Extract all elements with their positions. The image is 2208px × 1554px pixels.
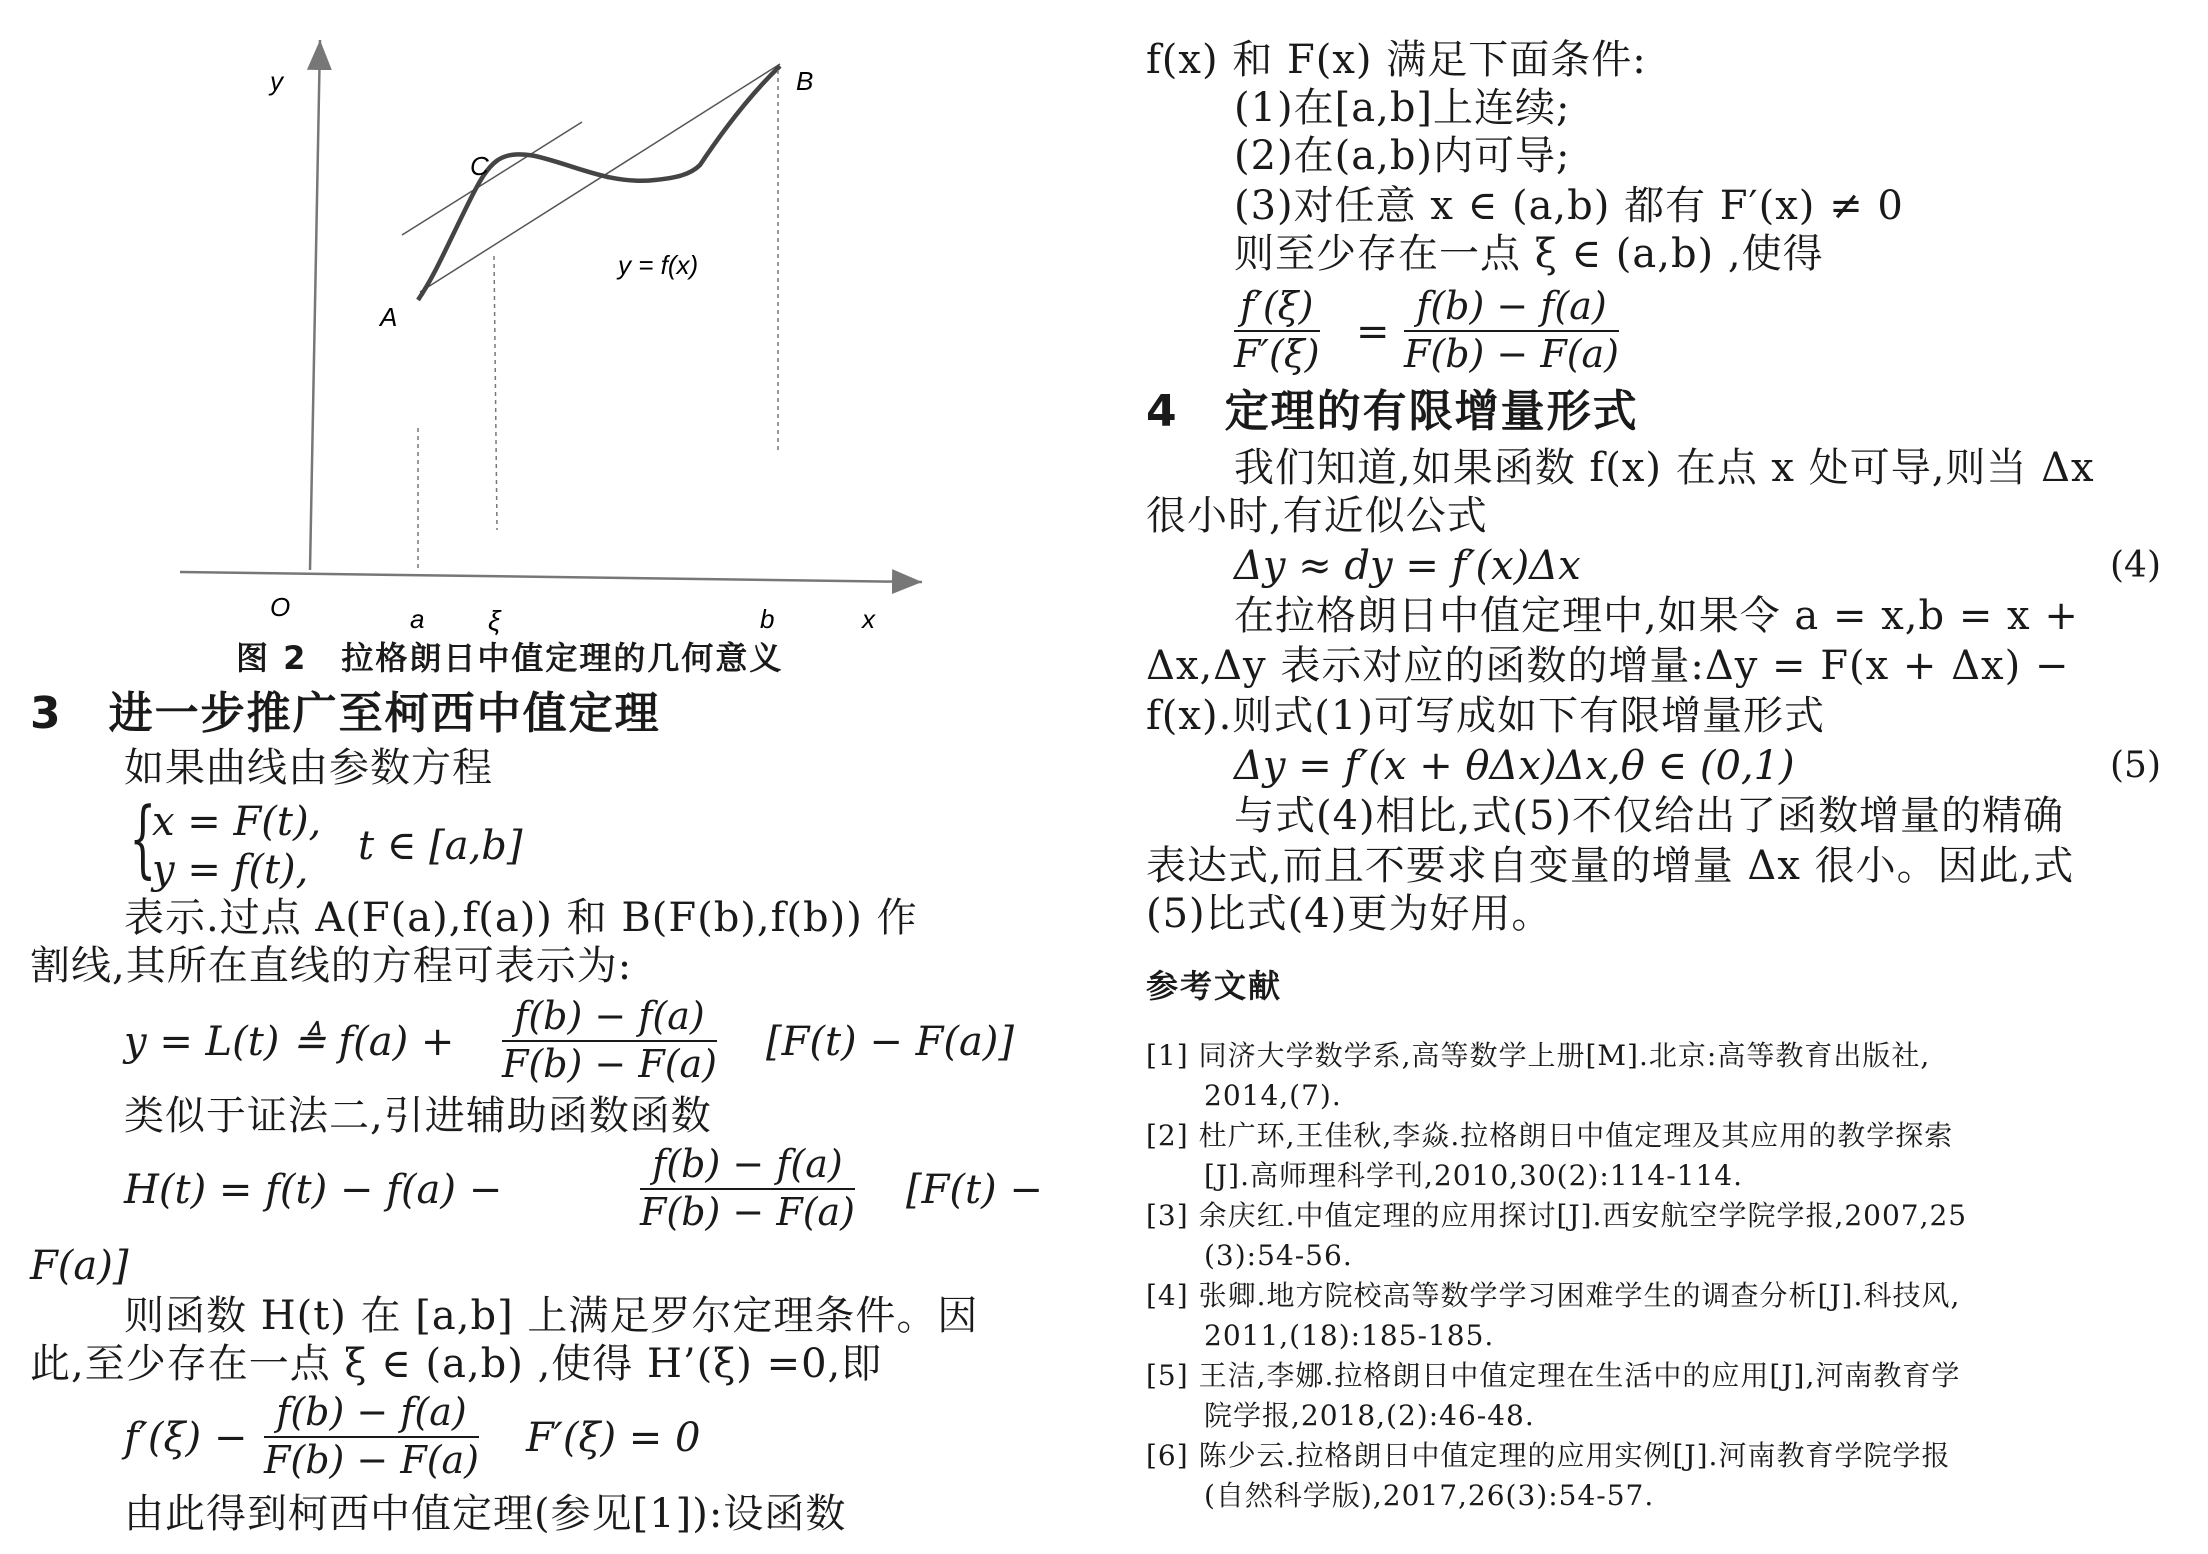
eq-cauchy-theorem-equals: =: [1356, 309, 1390, 355]
origin-label: O: [270, 592, 291, 622]
system-line-2: y = f(t),: [152, 847, 309, 893]
para-secant-2: 割线,其所在直线的方程可表示为:: [30, 943, 633, 989]
reference-6-line-2: (自然科学版),2017,26(3):54-57.: [1204, 1479, 1655, 1512]
x-axis-label: x: [862, 604, 875, 634]
eq-4-number: (4): [2110, 545, 2161, 586]
dashed-line-xi: [494, 256, 497, 530]
reference-4-line-1: [4] 张卿.地方院校高等数学学习困难学生的调查分析[J].科技风,: [1146, 1279, 1961, 1312]
eq-h-lhs: H(t) = f(t) − f(a) −: [124, 1167, 503, 1213]
para-param-eq: 如果曲线由参数方程: [124, 745, 493, 791]
system-range: t ∈ [a,b]: [358, 823, 523, 869]
para-cauchy-intro: 由此得到柯西中值定理(参见[1]):设函数: [124, 1491, 847, 1537]
eq-secant-numerator: f(b) − f(a): [514, 994, 705, 1038]
condition-2: (2)在(a,b)内可导;: [1234, 133, 1571, 179]
para-increment-3: f(x).则式(1)可写成如下有限增量形式: [1146, 693, 1825, 739]
curve-label: y = f(x): [618, 250, 699, 280]
reference-3-line-2: (3):54-56.: [1204, 1239, 1353, 1272]
eq-cauchy-numerator: f(b) − f(a): [276, 1390, 467, 1434]
tick-a-label: a: [410, 604, 425, 634]
reference-3-line-1: [3] 余庆红.中值定理的应用探讨[J].西安航空学院学报,2007,25: [1146, 1199, 1968, 1232]
reference-5-line-2: 院学报,2018,(2):46-48.: [1204, 1399, 1535, 1432]
eq-secant-denominator: F(b) − F(a): [502, 1041, 718, 1086]
section-3-heading: 3 进一步推广至柯西中值定理: [30, 688, 661, 739]
reference-2-line-1: [2] 杜广环,王佳秋,李焱.拉格朗日中值定理及其应用的教学探索: [1146, 1119, 1954, 1152]
reference-5-line-1: [5] 王洁,李娜.拉格朗日中值定理在生活中的应用[J],河南教育学: [1146, 1359, 1961, 1392]
para-rolle-1: 则函数 H(t) 在 [a,b] 上满足罗尔定理条件。因: [124, 1293, 979, 1339]
system-line-1: x = F(t),: [152, 799, 322, 845]
para-diff-1: 我们知道,如果函数 f(x) 在点 x 处可导,则当 Δx: [1234, 445, 2095, 491]
eq-cauchy-theorem-left-num: f′(ξ): [1240, 284, 1314, 328]
x-axis: [180, 572, 922, 582]
eq-h-rhs: [F(t) −: [906, 1167, 1043, 1213]
conclusion-line: 则至少存在一点 ξ ∈ (a,b) ,使得: [1234, 231, 1824, 277]
point-b-label: B: [796, 66, 814, 96]
para-aux-func: 类似于证法二,引进辅助函数函数: [124, 1093, 712, 1139]
eq-5-number: (5): [2110, 745, 2161, 786]
eq-h-denominator: F(b) − F(a): [640, 1189, 856, 1234]
para-secant-1: 表示.过点 A(F(a),f(a)) 和 B(F(b),f(b)) 作: [124, 895, 918, 941]
function-curve: [418, 66, 780, 300]
reference-4-line-2: 2011,(18):185-185.: [1204, 1319, 1495, 1352]
para-increment-1: 在拉格朗日中值定理中,如果令 a = x,b = x +: [1234, 593, 2079, 639]
eq-cauchy-fraction: [264, 1392, 479, 1482]
y-axis: [310, 40, 320, 570]
tick-b-label: b: [760, 604, 775, 634]
lagrange-figure: [0, 0, 1000, 660]
references-heading: 参考文献: [1146, 967, 1283, 1005]
reference-6-line-1: [6] 陈少云.拉格朗日中值定理的应用实例[J].河南教育学院学报: [1146, 1439, 1951, 1472]
eq-h-fraction: [640, 1144, 855, 1234]
condition-3: (3)对任意 x ∈ (a,b) 都有 F′(x) ≠ 0: [1234, 183, 1904, 229]
para-compare-1: 与式(4)相比,式(5)不仅给出了函数增量的精确: [1234, 793, 2065, 839]
figure-caption: 图 2 拉格朗日中值定理的几何意义: [236, 639, 784, 677]
eq-4: Δy ≈ dy = f′(x)Δx: [1234, 543, 1581, 589]
eq-cauchy-lhs: f′(ξ) −: [124, 1415, 248, 1461]
eq-cauchy-denominator: F(b) − F(a): [264, 1437, 480, 1482]
para-rolle-2: 此,至少存在一点 ξ ∈ (a,b) ,使得 H’(ξ) =0,即: [30, 1341, 883, 1387]
eq-cauchy-theorem-left-den: F′(ξ): [1234, 331, 1320, 376]
section-4-heading: 4 定理的有限增量形式: [1146, 386, 1639, 437]
point-c-label: C: [470, 151, 489, 181]
eq-cauchy-rhs: F′(ξ) = 0: [526, 1415, 701, 1461]
para-compare-2: 表达式,而且不要求自变量的增量 Δx 很小。因此,式: [1146, 843, 2075, 889]
tangent-line: [402, 122, 582, 235]
eq-secant-fraction: [502, 996, 717, 1086]
para-compare-3: (5)比式(4)更为好用。: [1146, 891, 1553, 937]
eq-cauchy-theorem-right-den: F(b) − F(a): [1404, 331, 1620, 376]
y-axis-label: y: [270, 66, 283, 96]
eq-secant-rhs: [F(t) − F(a)]: [766, 1019, 1015, 1065]
point-a-label: A: [380, 302, 398, 332]
para-increment-2: Δx,Δy 表示对应的函数的增量:Δy = F(x + Δx) −: [1146, 643, 2070, 689]
tick-xi-label: ξ: [488, 605, 501, 636]
eq-5: Δy = f′(x + θΔx)Δx,θ ∈ (0,1): [1234, 743, 1795, 789]
eq-secant-lhs: y = L(t) ≜ f(a) +: [124, 1019, 455, 1065]
eq-h-continued: F(a)]: [30, 1243, 129, 1289]
reference-1-line-1: [1] 同济大学数学系,高等数学上册[M].北京:高等教育出版社,: [1146, 1039, 1931, 1072]
eq-h-numerator: f(b) − f(a): [652, 1142, 843, 1186]
condition-1: (1)在[a,b]上连续;: [1234, 85, 1571, 131]
reference-2-line-2: [J].高师理科学刊,2010,30(2):114-114.: [1204, 1159, 1744, 1192]
para-diff-2: 很小时,有近似公式: [1146, 493, 1488, 539]
eq-cauchy-theorem-right: [1404, 286, 1619, 376]
reference-1-line-2: 2014,(7).: [1204, 1079, 1342, 1112]
eq-cauchy-theorem-right-num: f(b) − f(a): [1416, 284, 1607, 328]
eq-cauchy-theorem-left: [1234, 286, 1320, 376]
system-brace: {: [129, 789, 157, 887]
para-conditions-intro: f(x) 和 F(x) 满足下面条件:: [1146, 37, 1647, 83]
